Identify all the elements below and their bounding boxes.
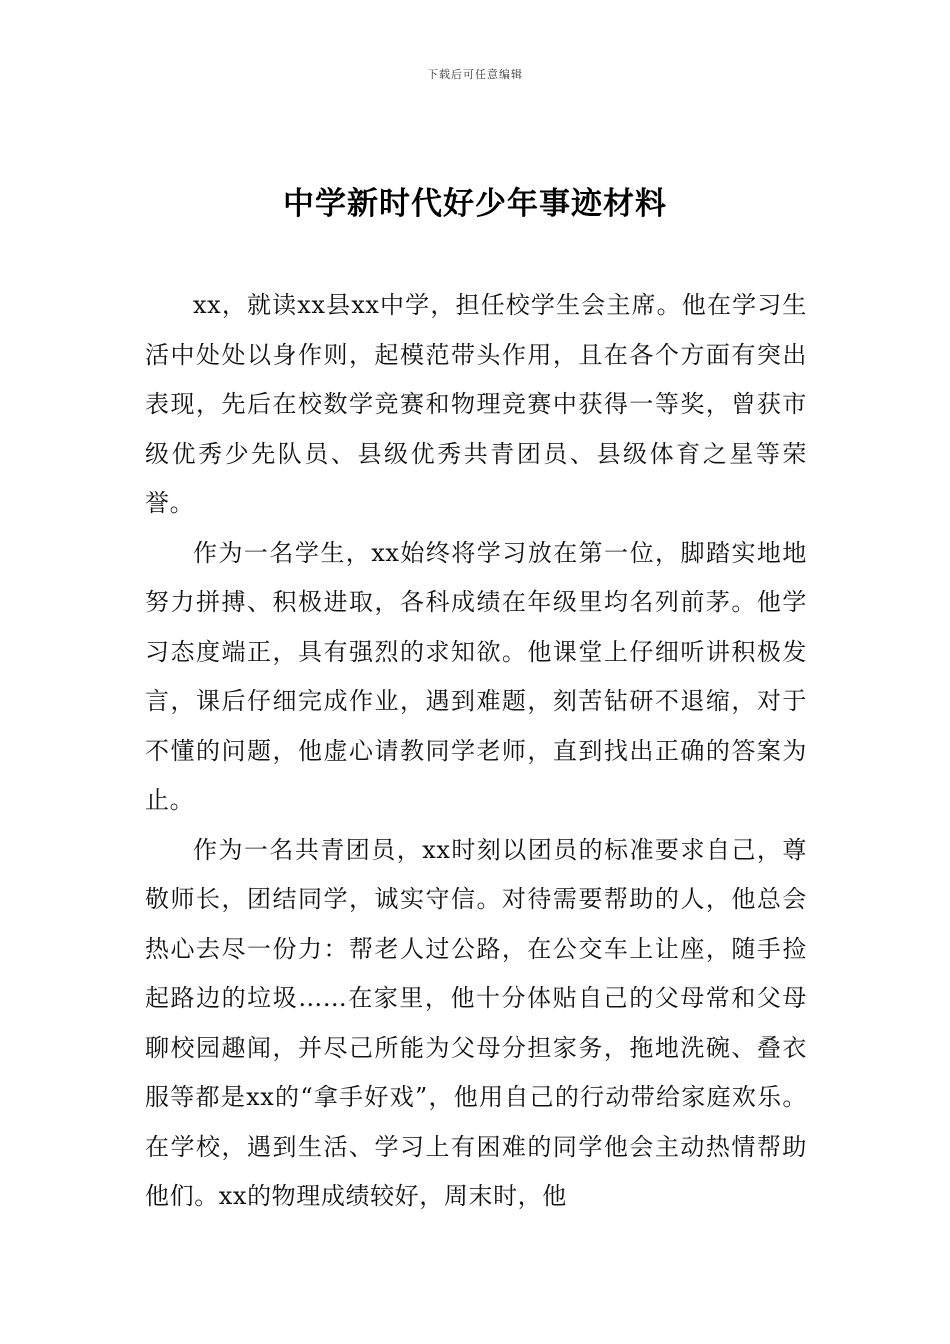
paragraph-1: xx，就读xx县xx中学，担任校学生会主席。他在学习生活中处处以身作则，起模范带头作用，且在各个方面有突出表现，先后在校数学竞赛和物理竞赛中获得一等奖，曾获市级优秀少先队员、县级优秀共青团员、县级体育之星等荣誉。 (145, 291, 807, 517)
paragraph-3: 作为一名共青团员，xx时刻以团员的标准要求自己，尊敬师长，团结同学，诚实守信。对待需要帮助的人，他总会热心去尽一份力：帮老人过公路，在公交车上让座，随手捡起路边的垃圾……在家里，他十分体贴自己的父母常和父母聊校园趣闻，并尽己所能为父母分担家务，拖地洗碗、叠衣服等都是xx的“拿手好戏”，他用自己的行动带给家庭欢乐。在学校，遇到生活、学习上有困难的同学他会主动热情帮助他们。xx的物理成绩较好，周末时，他 (145, 835, 807, 1210)
document-body (145, 281, 807, 1222)
paragraph-2: 作为一名学生，xx始终将学习放在第一位，脚踏实地地努力拼搏、积极进取，各科成绩在年级里均名列前茅。他学习态度端正，具有强烈的求知欲。他课堂上仔细听讲积极发言，课后仔细完成作业，遇到难题，刻苦钻研不退缩，对于不懂的问题，他虚心请教同学老师，直到找出正确的答案为止。 (145, 538, 807, 814)
document-title: 中学新时代好少年事迹材料 (283, 186, 667, 222)
header-note: 下载后可任意编辑 (427, 68, 523, 81)
